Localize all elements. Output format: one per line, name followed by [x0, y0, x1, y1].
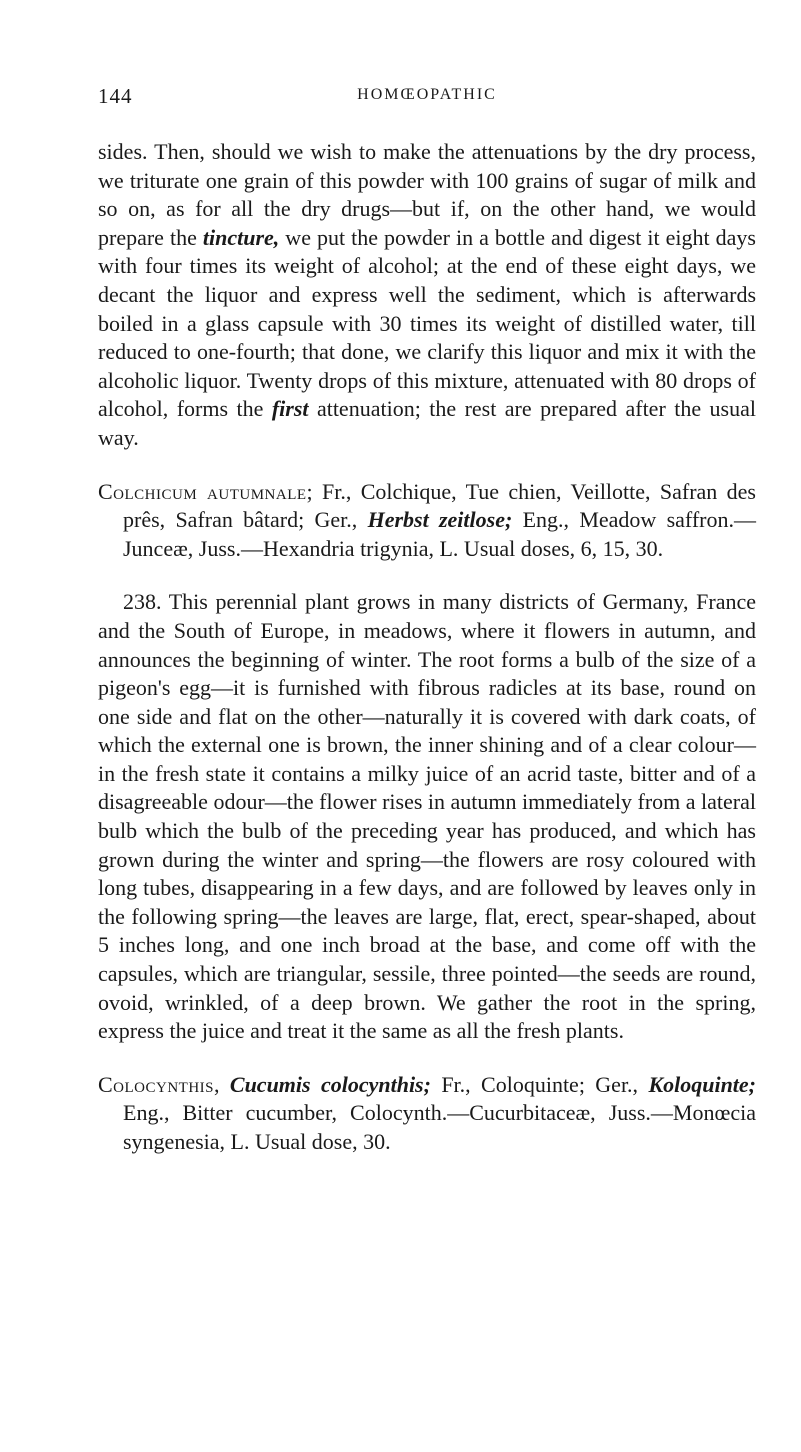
italic-term-cucumis-colocynthis: Cucumis colocynthis;	[229, 1071, 431, 1097]
italic-term-tincture: tincture,	[202, 224, 280, 250]
drug-name-colchicum: Colchicum autumnale	[98, 478, 307, 504]
drug-name-colocynthis: Colocynthis	[98, 1071, 215, 1097]
text-run: ; Fr., Colchique, Tue chien, Veillotte, Safran des prês, Safran bâtard; Ger.,	[123, 478, 756, 533]
text-run: we put the powder in a bottle and digest it eight days with four times its weight of alcohol; at the end of these eight days, we decant the liquor and express well the sediment, which is afterwards boiled in a glass capsule with 30 times its weight of distilled water, till reduced to one-fourth; that done, we clarify this liquor and mix it with the alcoholic liquor. Twenty drops of this mixture, attenuated with 80 drops of alcohol, forms the	[98, 224, 756, 422]
text-run: Fr., Coloquinte; Ger.,	[430, 1071, 649, 1097]
paragraph-attenuation-method	[98, 138, 756, 453]
entry-colocynthis	[98, 1071, 756, 1157]
text-run: Eng., Bitter cucumber, Colocynth.—Cucurbitaceæ, Juss.—Monœcia syngenesia, L. Usual dose, 30.	[123, 1100, 756, 1154]
italic-term-herbst-zeitlose: Herbst zeitlose;	[367, 507, 513, 533]
text-run: attenuation; the rest are prepared after the usual way.	[98, 396, 756, 450]
italic-term-first: first	[271, 396, 309, 422]
italic-term-koloquinte: Koloquinte;	[648, 1071, 757, 1097]
entry-colchicum-autumnale	[98, 478, 756, 564]
paragraph-238: 238. This perennial plant grows in many districts of Germany, France and the South of Europe, in meadows, where it flowers in autumn, and announces the beginning of winter. The root forms a bulb of the size of a pigeon's egg—it is furnished with fibrous radicles at its base, round on one side and flat on the other—naturally it is covered with dark coats, of which the external one is brown, the inner shining and of a clear colour—in the fresh state it contains a milky juice of an acrid taste, bitter and of a disagreeable odour—the flower rises in autumn immediately from a lateral bulb which the bulb of the preceding year has produced, and which has grown during the winter and spring—the flowers are rosy coloured with long tubes, disappearing in a few days, and are followed by leaves only in the following spring—the leaves are large, flat, erect, spear-shaped, about 5 inches long, and one inch broad at the base, and come off with the capsules, which are triangular, sessile, three pointed—the seeds are round, ovoid, wrinkled, of a deep brown. We gather the root in the spring, express the juice and treat it the same as all the fresh plants.	[98, 589, 756, 1044]
text-block	[98, 138, 756, 1157]
running-head	[98, 84, 756, 112]
running-title: HOMŒOPATHIC	[357, 86, 497, 103]
text-run: Eng., Meadow saffron.—Junceæ, Juss.—Hexandria trigynia, L. Usual doses, 6, 15, 30.	[123, 507, 756, 561]
text-run: sides. Then, should we wish to make the attenuations by the dry process, we triturate one grain of this powder with 100 grains of sugar of milk and so on, as for all the dry drugs—but if, on the other hand, we would prepare the	[98, 139, 756, 250]
page-number: 144	[98, 84, 133, 108]
text-run: ,	[214, 1071, 230, 1097]
